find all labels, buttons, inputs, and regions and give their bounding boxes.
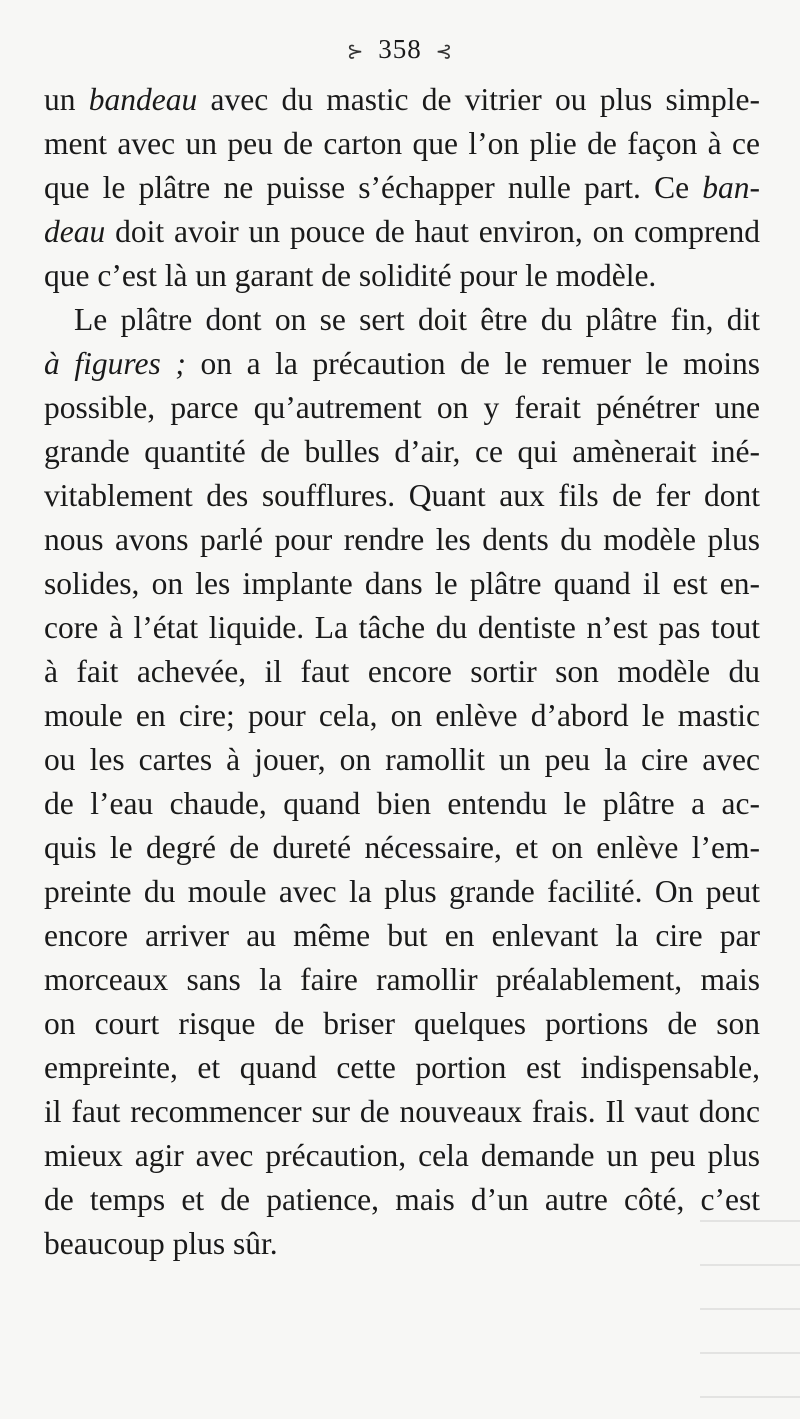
text-line [44,562,760,606]
text-line [44,1002,760,1046]
text-line [44,650,760,694]
text-run: avec du mastic de vitrier ou plus simple- [197,82,760,117]
text-line [44,738,760,782]
text-line [44,958,760,1002]
italic-text: ban- [702,170,760,205]
text-line [44,826,760,870]
text-line [44,386,760,430]
text-run: que c’est là un garant de solidité pour le modèle. [44,258,657,293]
text-line [44,1134,760,1178]
text-line [44,1178,760,1222]
text-line [44,122,760,166]
text-run: moule en cire; pour cela, on enlève d’abord le mastic [44,698,760,733]
text-run: empreinte, et quand cette portion est indispensable, [44,1050,760,1085]
text-line [44,782,760,826]
text-run: encore arriver au même but en enlevant la cire par [44,918,760,953]
italic-text: à figures ; [44,346,186,381]
text-run: un [44,82,89,117]
text-line [44,518,760,562]
page-header [0,34,800,65]
text-run: que le plâtre ne puisse s’échapper nulle part. Ce [44,170,703,205]
text-run: quis le degré de dureté nécessaire, et on enlève l’em- [44,830,760,865]
text-run: possible, parce qu’autrement on y ferait pénétrer une [44,390,760,425]
page-number: 358 [378,34,422,64]
text-run: vitablement des soufflures. Quant aux fils de fer dont [44,478,760,513]
text-run: de l’eau chaude, quand bien entendu le plâtre a ac- [44,786,760,821]
body-text [44,78,760,1266]
text-run: à fait achevée, il faut encore sortir son modèle du [44,654,760,689]
ornament-left-icon: ⊱ [346,41,365,64]
text-line [44,606,760,650]
text-run: morceaux sans la faire ramollir préalablement, mais [44,962,760,997]
text-run: grande quantité de bulles d’air, ce qui amènerait iné- [44,434,760,469]
text-line [44,1222,760,1266]
text-line [44,342,760,386]
text-run: solides, on les implante dans le plâtre quand il est en- [44,566,760,601]
text-run: mieux agir avec précaution, cela demande un peu plus [44,1138,760,1173]
text-line [44,870,760,914]
text-line [44,430,760,474]
text-run: beaucoup plus sûr. [44,1226,278,1261]
text-run: de temps et de patience, mais d’un autre côté, c’est [44,1182,760,1217]
text-run: Le plâtre dont on se sert doit être du plâtre fin, dit [74,302,760,337]
text-line [44,1046,760,1090]
text-line [44,474,760,518]
text-run: nous avons parlé pour rendre les dents du modèle plus [44,522,760,557]
bleed-through-shadow [700,1220,800,1400]
text-line [44,1090,760,1134]
text-run: preinte du moule avec la plus grande facilité. On peut [44,874,760,909]
text-line [44,298,760,342]
text-line [44,166,760,210]
text-run: core à l’état liquide. La tâche du dentiste n’est pas tout [44,610,760,645]
text-line [44,78,760,122]
text-line [44,694,760,738]
text-line [44,210,760,254]
text-run: ou les cartes à jouer, on ramollit un peu la cire avec [44,742,760,777]
text-run: ment avec un peu de carton que l’on plie de façon à ce [44,126,760,161]
text-line [44,914,760,958]
ornament-right-icon: ⊰ [435,41,454,64]
text-run: doit avoir un pouce de haut environ, on comprend [105,214,760,249]
text-run: on a la précaution de le remuer le moins [185,346,760,381]
italic-text: bandeau [88,82,198,117]
italic-text: deau [44,214,106,249]
text-run: il faut recommencer sur de nouveaux frais. Il vaut donc [44,1094,760,1129]
text-run: on court risque de briser quelques portions de son [44,1006,760,1041]
text-line [44,254,760,298]
